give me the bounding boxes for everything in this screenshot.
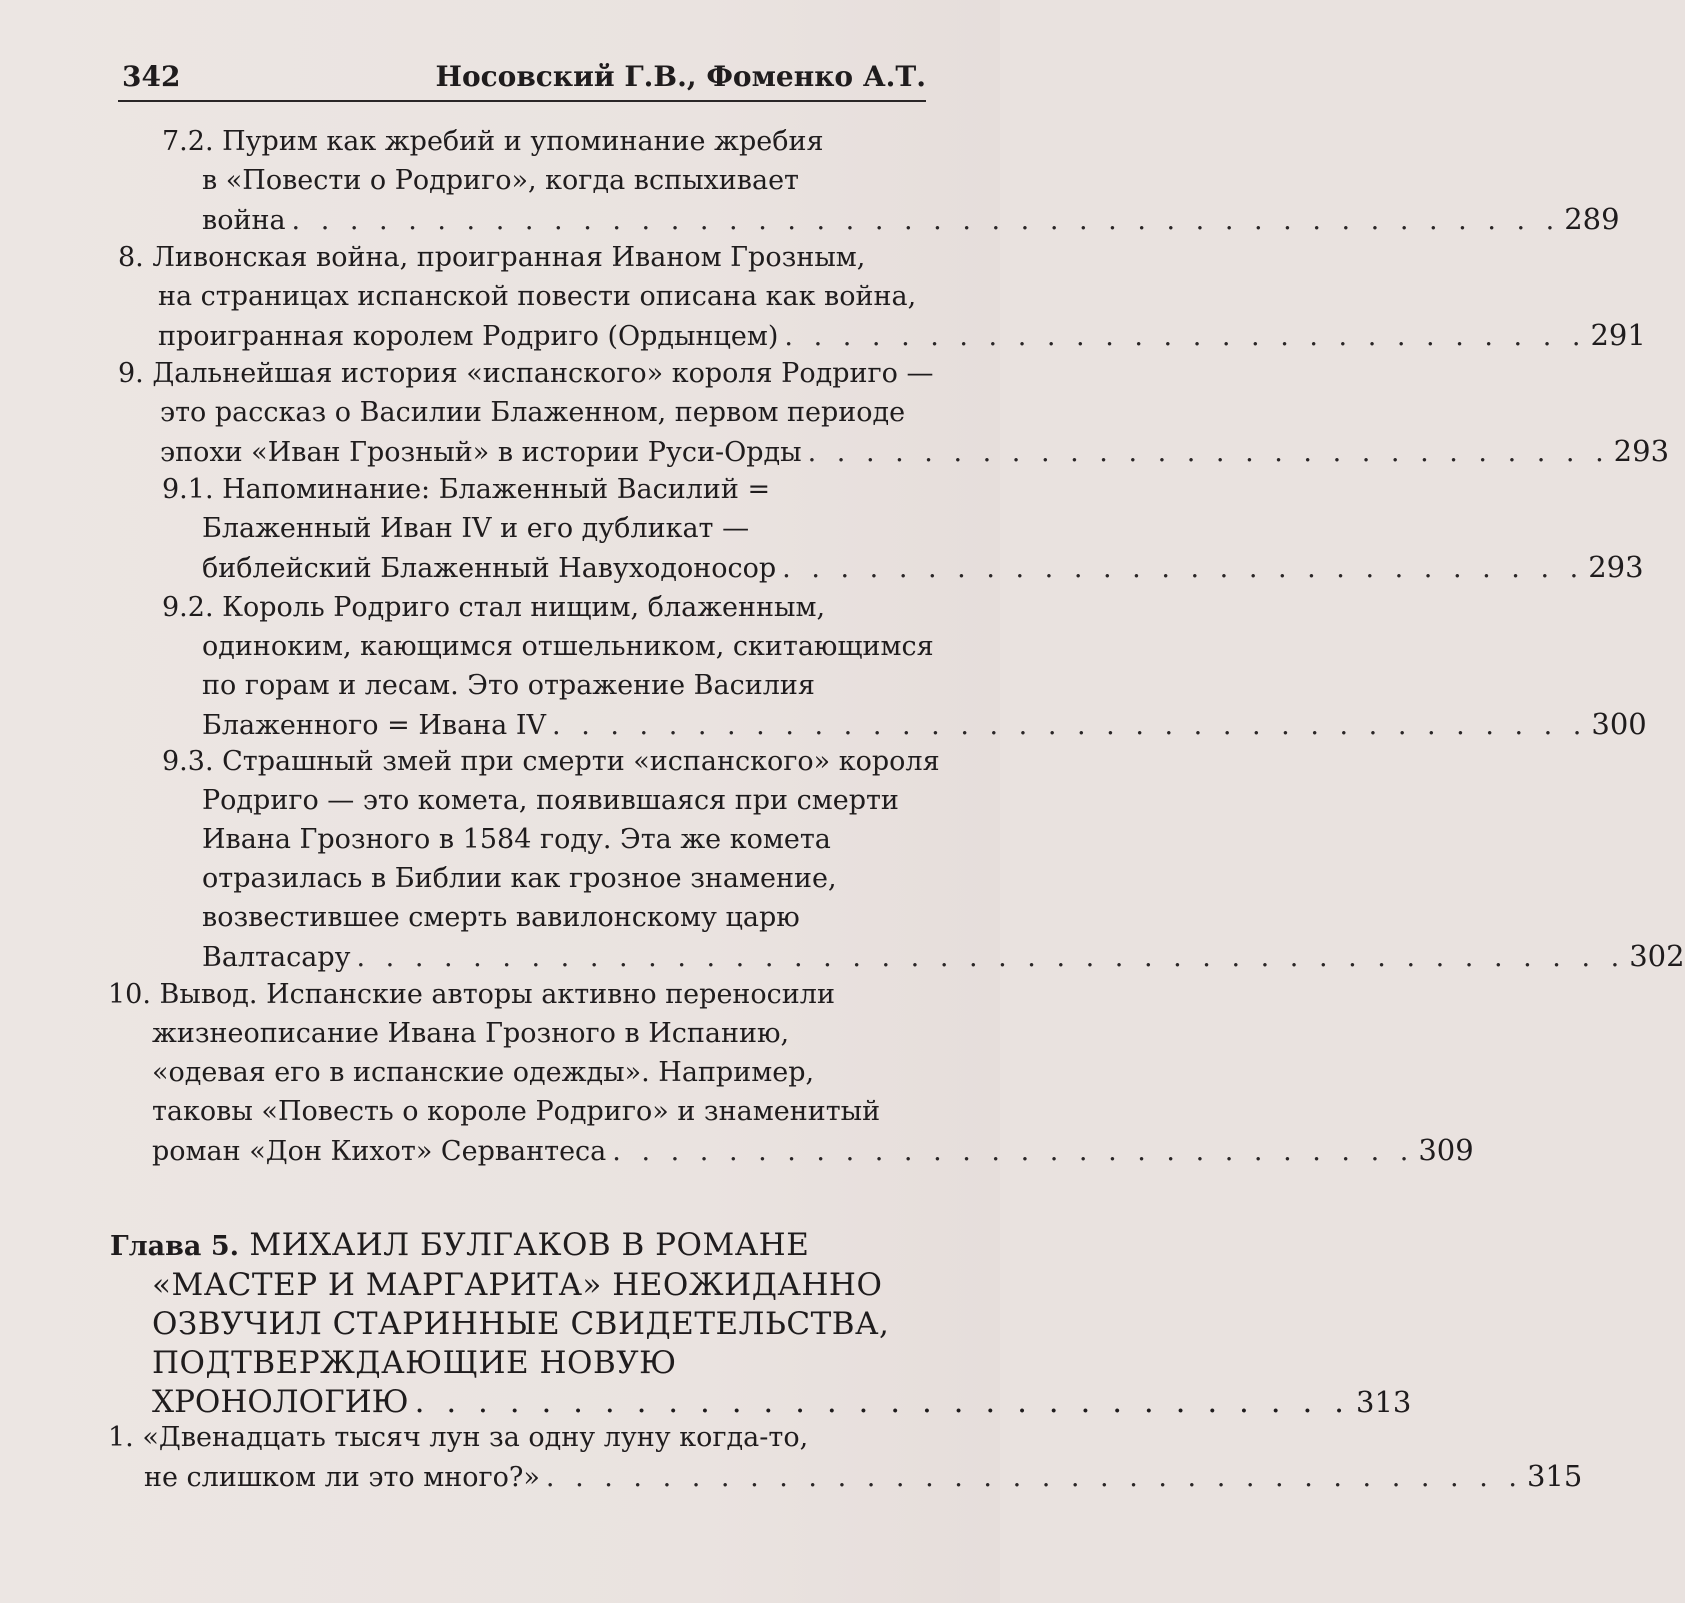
chapter-title-line: ХРОНОЛОГИЮ [152,1384,409,1420]
toc-line: жизнеописание Ивана Грозного в Испанию, [152,1018,790,1049]
chapter-title-line: ОЗВУЧИЛ СТАРИННЫЕ СВИДЕТЕЛЬСТВА, [152,1306,890,1342]
toc-line: это рассказ о Василии Блаженном, первом периоде [160,397,906,428]
toc-leader-line [162,705,1647,745]
toc-leader-line [108,1457,1583,1497]
toc-line: роман «Дон Кихот» Сервантеса [152,1136,607,1167]
toc-line: Блаженного = Ивана IV [202,710,547,741]
toc-line: 1. «Двенадцать тысяч лун за одну луну когда-то, [108,1422,809,1453]
dot-leader: . . . . . . . . . . . . . . . . . . . . . . . . . . . . [782,553,1585,584]
toc-page-number: 300 [1591,707,1647,741]
toc-line: по горам и лесам. Это отражение Василия [202,670,815,701]
toc-line: «одевая его в испанские одежды». Например, [152,1057,815,1088]
toc-entry-9-3 [162,742,1685,977]
toc-line: на страницах испанской повести описана как война, [158,281,917,312]
toc-leader-line [118,432,1670,472]
toc-line: одиноким, кающимся отшельником, скитающимся [202,631,934,662]
chapter-title-line [110,1226,908,1266]
toc-page-number: 293 [1588,550,1644,584]
toc-line: война [202,205,286,236]
toc-line: Ивана Грозного в 1584 году. Эта же комета [202,824,831,855]
chapter-label: Глава 5. [110,1231,240,1262]
toc-line: 10. Вывод. Испанские авторы активно переносили [108,979,835,1010]
toc-line: проигранная королем Родриго (Ордынцем) [158,321,779,352]
toc-line: Блаженный Иван IV и его дубликат — [202,513,750,544]
toc-entry-9 [118,354,1670,472]
toc-entry-7-2 [162,122,1620,240]
toc-line: Родриго — это комета, появившаяся при смерти [202,785,899,816]
toc-page-number: 289 [1564,202,1620,236]
toc-line: не слишком ли это много?» [144,1462,540,1493]
toc-line: Валтасару [202,942,351,973]
toc-leader-line [162,548,1644,588]
dot-leader: . . . . . . . . . . . . . . . . . . . . . . . . . . . . [807,437,1610,468]
toc-entry-9-2 [162,588,1647,745]
dot-leader: . . . . . . . . . . . . . . . . . . . . . . . . . . . . . . . . . . . . [552,710,1588,741]
toc-page-number: 313 [1356,1385,1412,1419]
toc-page-number: 309 [1418,1133,1474,1167]
toc-line: возвестившее смерть вавилонскому царю [202,902,800,933]
toc-line: библейский Блаженный Навуходоносор [202,553,777,584]
page-header [118,56,926,102]
toc-line: 9.3. Страшный змей при смерти «испанского» короля [162,746,940,777]
toc-leader-line [118,316,1646,356]
toc-line: эпохи «Иван Грозный» в истории Руси-Орды [160,437,802,468]
toc-line: отразилась в Библии как грозное знамение, [202,863,837,894]
toc-line: таковы «Повесть о короле Родриго» и знаменитый [152,1096,881,1127]
chapter-title-line: «МАСТЕР И МАРГАРИТА» НЕОЖИДАННО [152,1267,883,1303]
chapter-title-line: ПОДТВЕРЖДАЮЩИЕ НОВУЮ [152,1345,677,1381]
dot-leader: . . . . . . . . . . . . . . . . . . . . . . . . . . . . . . . . . . . . . . . . . . . . [356,942,1626,973]
chapter-heading [110,1226,1412,1422]
toc-line: в «Повести о Родриго», когда вспыхивает [202,165,799,196]
page-number: 342 [122,60,181,93]
dot-leader: . . . . . . . . . . . . . . . . . . . . . . . . . . . . [612,1136,1415,1167]
toc-page-number: 302 [1629,939,1685,973]
toc-page-number: 291 [1590,318,1646,352]
toc-leader-line [162,937,1685,977]
toc-line: 9.2. Король Родриго стал нищим, блаженным, [162,592,826,623]
chapter-title-text: МИХАИЛ БУЛГАКОВ В РОМАНЕ [249,1227,810,1263]
toc-line: 9. Дальнейшая история «испанского» короля Родриго — [118,358,934,389]
toc-line: 9.1. Напоминание: Блаженный Василий = [162,474,771,505]
dot-leader: . . . . . . . . . . . . . . . . . . . . . . . . . . . . . . . . . . [545,1462,1523,1493]
running-head-authors: Носовский Г.В., Фоменко А.Т. [435,60,926,93]
dot-leader: . . . . . . . . . . . . . . . . . . . . . . . . . . . . . . . . . . . . . . . . . . . . [291,205,1561,236]
toc-entry-ch5-1 [108,1418,1583,1497]
dot-leader: . . . . . . . . . . . . . . . . . . . . . . . . . . . . . . [414,1384,1351,1420]
toc-page-number: 293 [1613,434,1670,468]
toc-line: 8. Ливонская война, проигранная Иваном Грозным, [118,242,866,273]
toc-entry-8 [118,238,1646,356]
toc-leader-line [108,1131,1474,1171]
toc-leader-line [110,1383,1412,1422]
toc-page-number: 315 [1526,1459,1583,1493]
toc-leader-line [162,200,1620,240]
toc-line: 7.2. Пурим как жребий и упоминание жребия [162,126,824,157]
dot-leader: . . . . . . . . . . . . . . . . . . . . . . . . . . . . [784,321,1587,352]
toc-entry-10 [108,975,1474,1171]
toc-entry-9-1 [162,470,1644,588]
